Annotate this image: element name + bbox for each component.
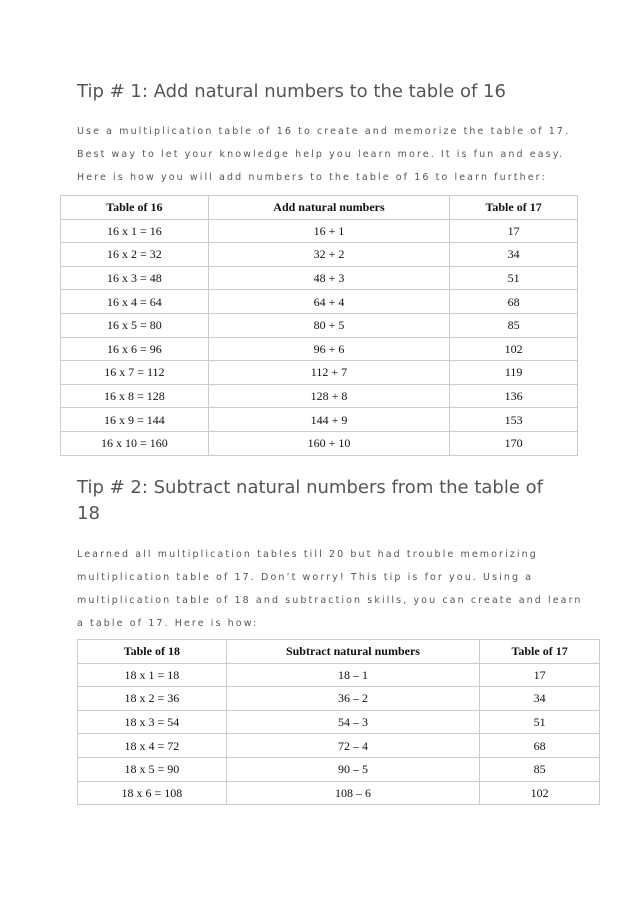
table-cell: 51 [450, 266, 578, 290]
tip2-heading-line: 18 [77, 503, 100, 524]
table-row [78, 757, 600, 781]
table-cell: 34 [480, 687, 600, 711]
table-cell: 64 + 4 [208, 290, 450, 314]
tip1-line: Best way to let your knowledge help you learn more. It is fun and easy. [77, 149, 565, 160]
table-cell: 18 x 3 = 54 [78, 710, 227, 734]
tip2-paragraph [77, 543, 583, 635]
table-of-18 [77, 639, 600, 805]
column-header: Table of 16 [61, 196, 209, 220]
table-of-16 [60, 195, 578, 456]
column-header: Table of 17 [450, 196, 578, 220]
table-cell: 85 [480, 757, 600, 781]
table-cell: 136 [450, 384, 578, 408]
tip1-heading: Tip # 1: Add natural numbers to the table of 16 [77, 81, 506, 102]
table-header-row [61, 196, 578, 220]
table-cell: 16 x 1 = 16 [61, 219, 209, 243]
table-cell: 16 x 9 = 144 [61, 408, 209, 432]
table-row [61, 384, 578, 408]
table-cell: 18 x 4 = 72 [78, 734, 227, 758]
table-cell: 16 x 8 = 128 [61, 384, 209, 408]
table-cell: 16 x 6 = 96 [61, 337, 209, 361]
table-cell: 18 – 1 [226, 663, 480, 687]
table-cell: 16 + 1 [208, 219, 450, 243]
table-row [61, 243, 578, 267]
table-row [78, 734, 600, 758]
table-cell: 16 x 2 = 32 [61, 243, 209, 267]
table-row [78, 781, 600, 805]
table-cell: 112 + 7 [208, 361, 450, 385]
table-row [61, 219, 578, 243]
table-cell: 90 – 5 [226, 757, 480, 781]
tip1-line: Here is how you will add numbers to the table of 16 to learn further: [77, 172, 547, 183]
table-row [61, 266, 578, 290]
table-cell: 18 x 6 = 108 [78, 781, 227, 805]
table-row [61, 337, 578, 361]
table-row [61, 431, 578, 455]
table-cell: 108 – 6 [226, 781, 480, 805]
table-cell: 32 + 2 [208, 243, 450, 267]
table-cell: 17 [450, 219, 578, 243]
table-cell: 144 + 9 [208, 408, 450, 432]
tip1-line: Use a multiplication table of 16 to create and memorize the table of 17. [77, 126, 571, 137]
table-cell: 16 x 7 = 112 [61, 361, 209, 385]
column-header: Table of 17 [480, 640, 600, 664]
table-cell: 16 x 10 = 160 [61, 431, 209, 455]
table-cell: 119 [450, 361, 578, 385]
tip2-line: Learned all multiplication tables till 20 but had trouble memorizing [77, 549, 538, 560]
table-cell: 96 + 6 [208, 337, 450, 361]
table-row [78, 663, 600, 687]
table-cell: 48 + 3 [208, 266, 450, 290]
tip2-heading-line: Tip # 2: Subtract natural numbers from the table of [77, 477, 543, 498]
table-cell: 18 x 5 = 90 [78, 757, 227, 781]
tip2-heading [77, 475, 543, 527]
table-cell: 16 x 5 = 80 [61, 313, 209, 337]
table-cell: 80 + 5 [208, 313, 450, 337]
table-cell: 68 [480, 734, 600, 758]
table-cell: 153 [450, 408, 578, 432]
table-cell: 170 [450, 431, 578, 455]
table-row [78, 710, 600, 734]
tip1-paragraph [77, 120, 570, 189]
table-cell: 18 x 2 = 36 [78, 687, 227, 711]
table-cell: 54 – 3 [226, 710, 480, 734]
tip2-line: multiplication table of 18 and subtraction skills, you can create and learn [77, 595, 583, 606]
table-cell: 128 + 8 [208, 384, 450, 408]
tip2-line: multiplication table of 17. Don’t worry! This tip is for you. Using a [77, 572, 534, 583]
table-row [61, 361, 578, 385]
table-cell: 72 – 4 [226, 734, 480, 758]
table-header-row [78, 640, 600, 664]
table-cell: 34 [450, 243, 578, 267]
table-cell: 102 [450, 337, 578, 361]
table-cell: 17 [480, 663, 600, 687]
column-header: Subtract natural numbers [226, 640, 480, 664]
column-header: Add natural numbers [208, 196, 450, 220]
table-cell: 36 – 2 [226, 687, 480, 711]
table-row [61, 313, 578, 337]
table-cell: 51 [480, 710, 600, 734]
table-cell: 160 + 10 [208, 431, 450, 455]
table-cell: 16 x 3 = 48 [61, 266, 209, 290]
table-row [61, 290, 578, 314]
column-header: Table of 18 [78, 640, 227, 664]
table-cell: 16 x 4 = 64 [61, 290, 209, 314]
table-cell: 102 [480, 781, 600, 805]
tip2-line: a table of 17. Here is how: [77, 618, 259, 629]
table-cell: 85 [450, 313, 578, 337]
table-cell: 18 x 1 = 18 [78, 663, 227, 687]
table-row [61, 408, 578, 432]
table-cell: 68 [450, 290, 578, 314]
table-row [78, 687, 600, 711]
